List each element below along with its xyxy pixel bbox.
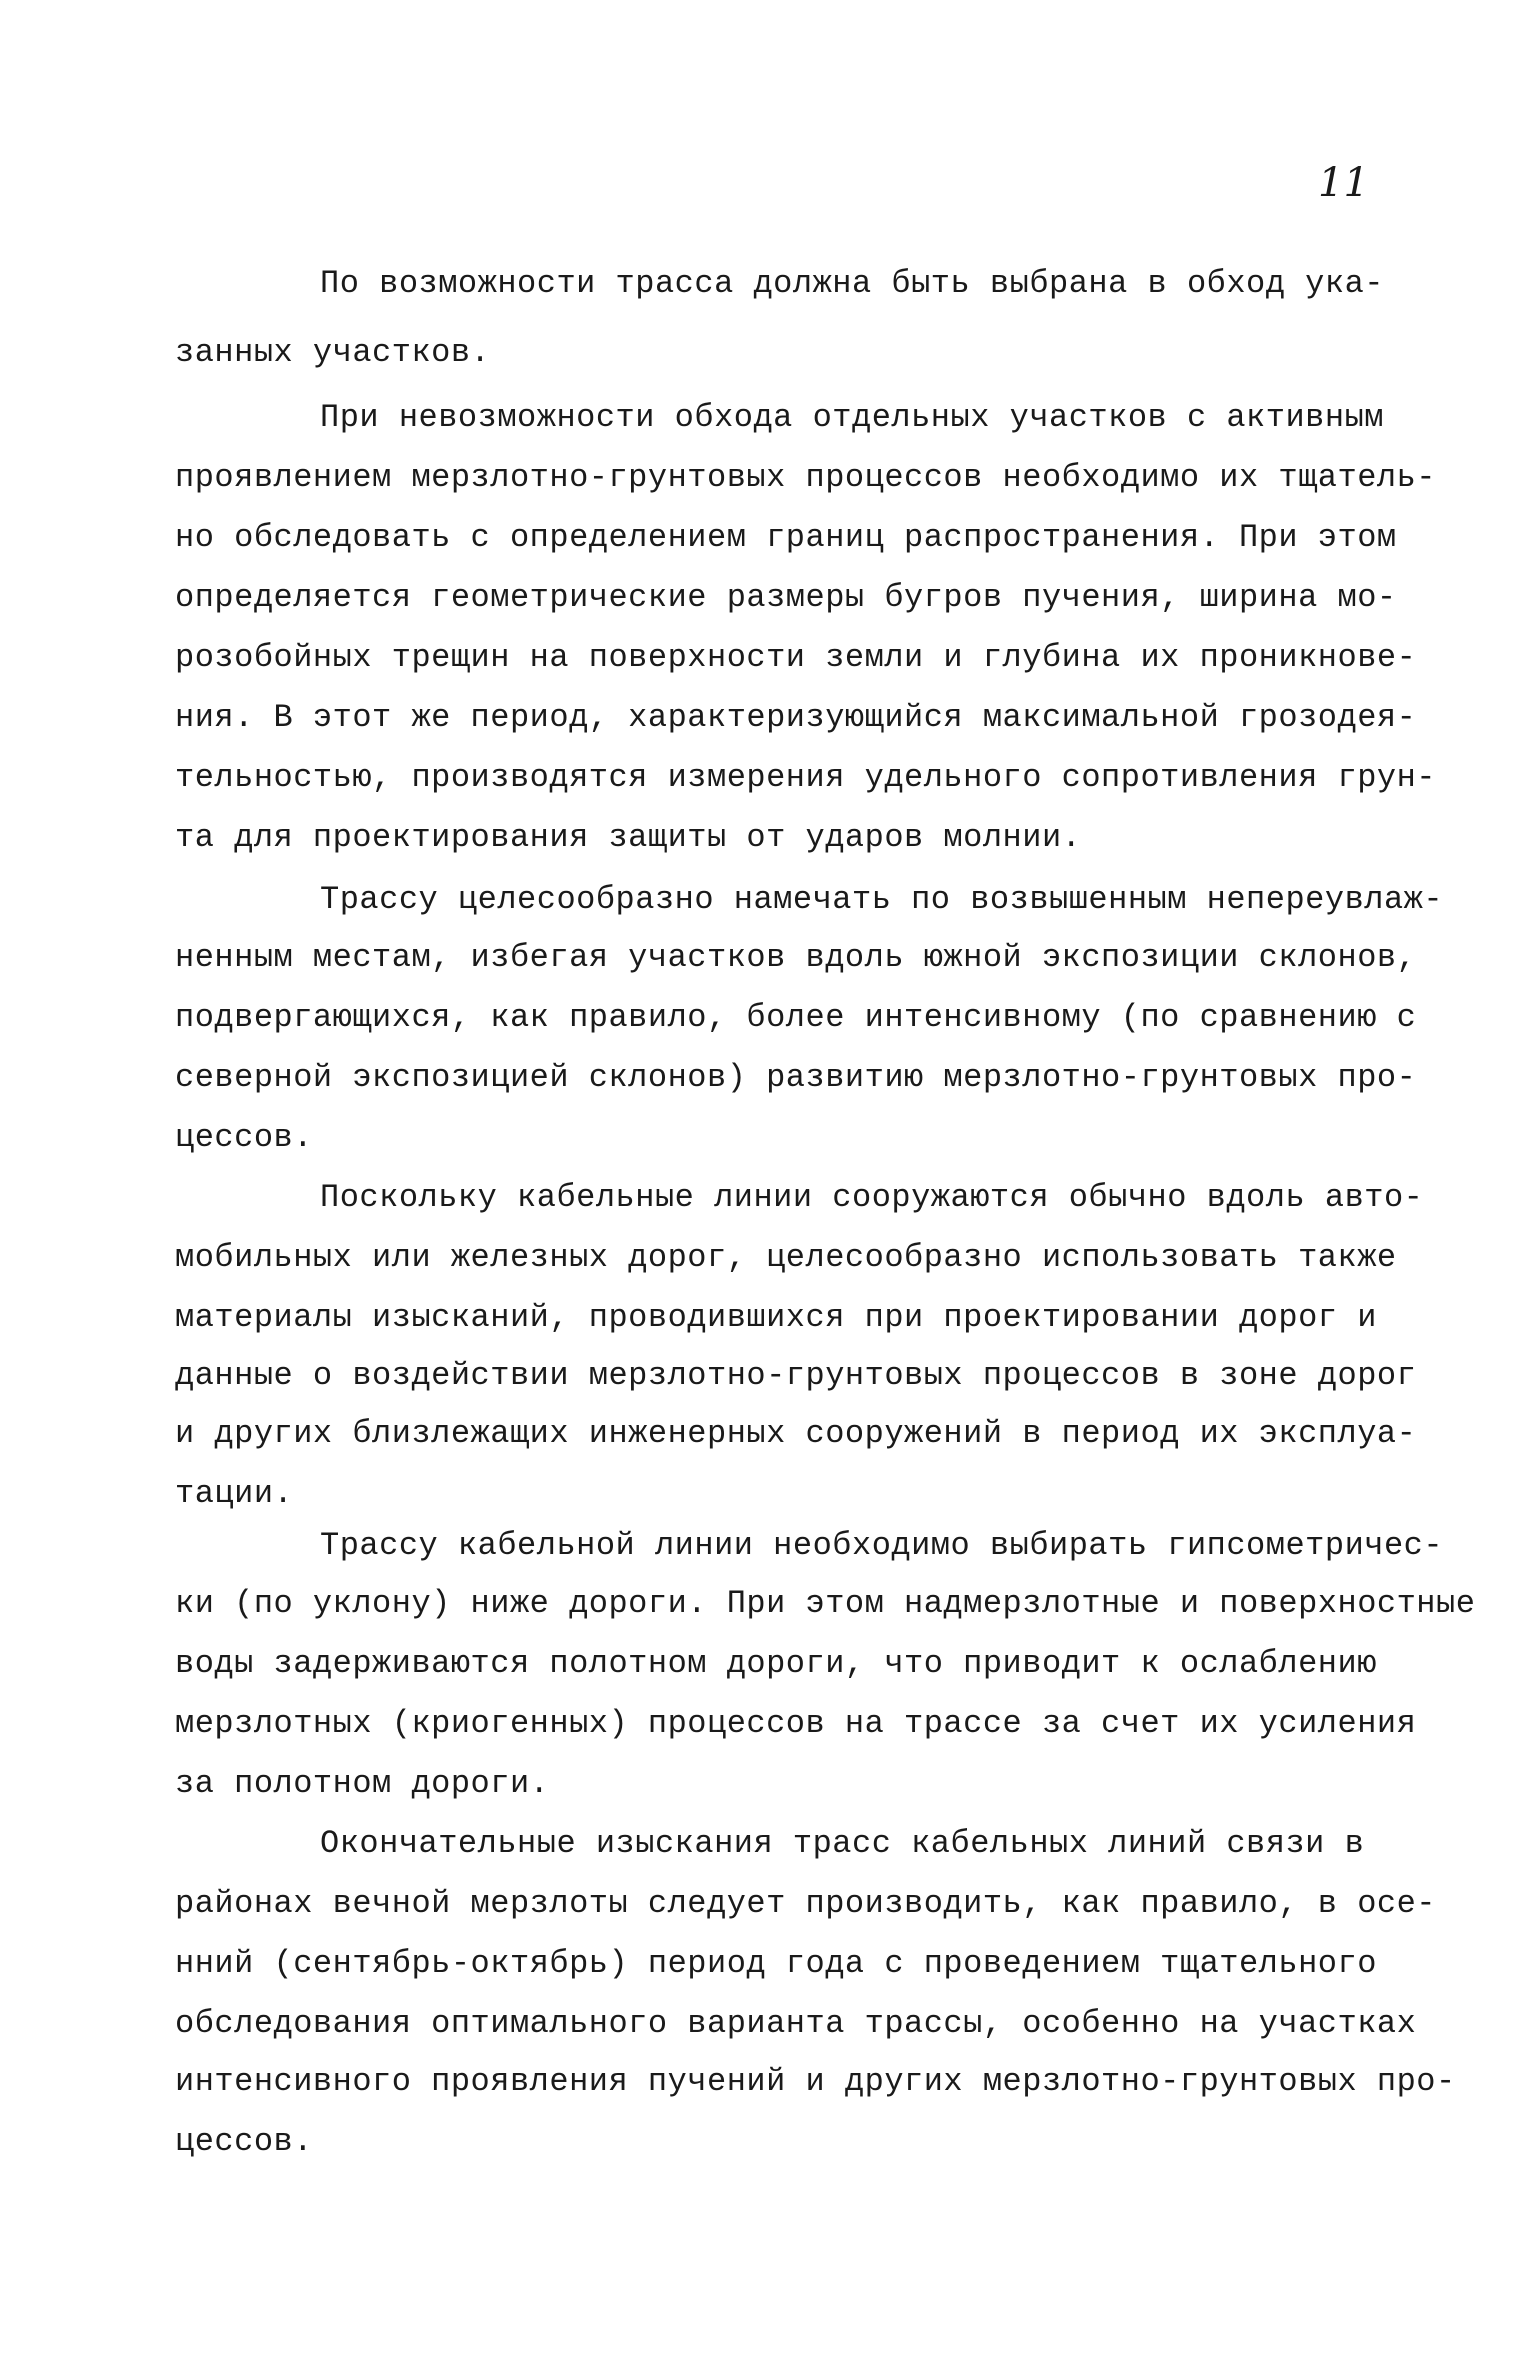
text-line: и других близлежащих инженерных сооружений в период их эксплуа-	[175, 1415, 1417, 1452]
text-line: но обследовать с определением границ распространения. При этом	[175, 519, 1397, 556]
text-line: тации.	[175, 1475, 294, 1512]
text-line: розобойных трещин на поверхности земли и глубина их проникнове-	[175, 639, 1417, 676]
text-line: мобильных или железных дорог, целесообразно использовать также	[175, 1239, 1397, 1276]
text-line: данные о воздействии мерзлотно-грунтовых процессов в зоне дорог	[175, 1357, 1417, 1394]
text-line: По возможности трасса должна быть выбрана в обход ука-	[320, 265, 1384, 302]
text-line: Трассу кабельной линии необходимо выбирать гипсометричес-	[320, 1527, 1444, 1564]
text-line: Поскольку кабельные линии сооружаются обычно вдоль авто-	[320, 1179, 1424, 1216]
text-line: обследования оптимального варианта трассы, особенно на участках	[175, 2005, 1417, 2042]
text-line: цессов.	[175, 1119, 313, 1156]
text-line: за полотном дороги.	[175, 1765, 550, 1802]
text-line: Трассу целесообразно намечать по возвышенным непереувлаж-	[320, 881, 1444, 918]
text-line: подвергающихся, как правило, более интенсивному (по сравнению с	[175, 999, 1417, 1036]
text-line: При невозможности обхода отдельных участков с активным	[320, 399, 1384, 436]
text-line: проявлением мерзлотно-грунтовых процессов необходимо их тщатель-	[175, 459, 1436, 496]
text-line: цессов.	[175, 2123, 313, 2160]
text-line: тельностью, производятся измерения удельного сопротивления грун-	[175, 759, 1436, 796]
text-line: та для проектирования защиты от ударов молнии.	[175, 819, 1082, 856]
text-line: ненным местам, избегая участков вдоль южной экспозиции склонов,	[175, 939, 1417, 976]
text-line: определяется геометрические размеры бугров пучения, ширина мо-	[175, 579, 1397, 616]
text-line: воды задерживаются полотном дороги, что приводит к ослаблению	[175, 1645, 1377, 1682]
text-line: материалы изысканий, проводившихся при проектировании дорог и	[175, 1299, 1377, 1336]
text-line: занных участков.	[175, 334, 491, 371]
text-line: интенсивного проявления пучений и других мерзлотно-грунтовых про-	[175, 2063, 1456, 2100]
text-line: ки (по уклону) ниже дороги. При этом надмерзлотные и поверхностные	[175, 1585, 1476, 1622]
text-line: районах вечной мерзлоты следует производить, как правило, в осе-	[175, 1885, 1436, 1922]
page-number: 11	[1318, 160, 1369, 206]
text-line: Окончательные изыскания трасс кабельных линий связи в	[320, 1825, 1365, 1862]
text-line: северной экспозицией склонов) развитию мерзлотно-грунтовых про-	[175, 1059, 1417, 1096]
text-line: ния. В этот же период, характеризующийся максимальной грозодея-	[175, 699, 1417, 736]
text-line: нний (сентябрь-октябрь) период года с проведением тщательного	[175, 1945, 1377, 1982]
text-line: мерзлотных (криогенных) процессов на трассе за счет их усиления	[175, 1705, 1417, 1742]
